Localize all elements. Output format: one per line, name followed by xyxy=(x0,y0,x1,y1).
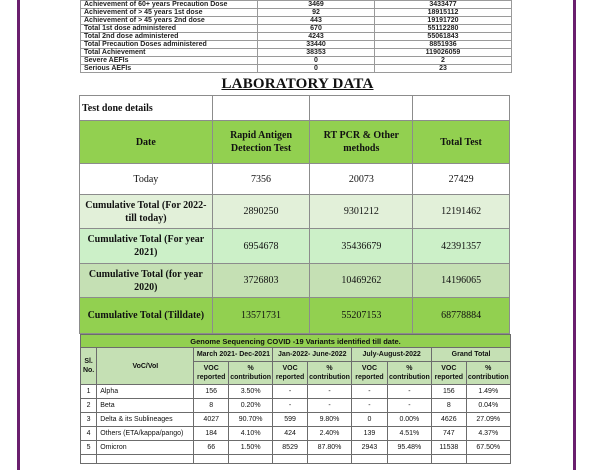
header-period-1: March 2021- Dec-2021 xyxy=(194,348,273,362)
table-row xyxy=(81,41,512,49)
cell-cumulative: 2 xyxy=(375,57,512,65)
empty-cell xyxy=(81,455,97,464)
row-name: Today xyxy=(80,164,213,195)
table-row-partial xyxy=(81,455,511,464)
cell-sl: 1 xyxy=(81,385,97,399)
cell-percent: - xyxy=(307,399,351,413)
cell-cumulative: 23 xyxy=(375,65,512,73)
cell-value: 8 xyxy=(194,399,228,413)
table-row xyxy=(81,65,512,73)
cell-value: 4027 xyxy=(194,413,228,427)
table-row xyxy=(81,17,512,25)
cell-percent: 0.20% xyxy=(228,399,272,413)
header-rapid-antigen: Rapid Antigen Detection Test xyxy=(212,121,310,164)
table-row xyxy=(81,57,512,65)
cell-total: 14196065 xyxy=(413,264,510,298)
header-voc: VoC/VoI xyxy=(97,348,194,385)
cell-cumulative: 119026059 xyxy=(375,49,512,57)
empty-cell xyxy=(413,96,510,121)
cell-sl: 5 xyxy=(81,441,97,455)
cell-today: 443 xyxy=(258,17,375,25)
cell-percent: 9.80% xyxy=(307,413,351,427)
cell-cumulative: 19191720 xyxy=(375,17,512,25)
header-grand-total: Grand Total xyxy=(432,348,511,362)
cell-value: 184 xyxy=(194,427,228,441)
row-name: Cumulative Total (for year 2020) xyxy=(80,264,213,298)
cell-value: 8 xyxy=(432,399,466,413)
cell-rapid: 7356 xyxy=(212,164,310,195)
cell-value: 66 xyxy=(194,441,228,455)
row-label: Achievement of 60+ years Precaution Dose xyxy=(81,1,258,9)
table-row xyxy=(80,164,510,195)
cell-today: 3469 xyxy=(258,1,375,9)
row-name: Cumulative Total (Tilldate) xyxy=(80,298,213,334)
empty-cell xyxy=(194,455,228,464)
row-label: Total 2nd dose administered xyxy=(81,33,258,41)
row-name: Cumulative Total (For 2022- till today) xyxy=(80,195,213,229)
cell-percent: 1.50% xyxy=(228,441,272,455)
header-pct-contribution: % contribution xyxy=(466,362,510,385)
cell-value: 747 xyxy=(432,427,466,441)
cell-today: 33440 xyxy=(258,41,375,49)
row-name: Cumulative Total (For year 2021) xyxy=(80,229,213,264)
table-row xyxy=(81,9,512,17)
cell-today: 0 xyxy=(258,57,375,65)
header-pct-contribution: % contribution xyxy=(387,362,431,385)
cell-percent: 95.48% xyxy=(387,441,431,455)
table-title-row xyxy=(81,335,511,348)
empty-cell xyxy=(352,455,387,464)
cell-percent: 27.09% xyxy=(466,413,510,427)
empty-cell xyxy=(432,455,466,464)
section-title: LABORATORY DATA xyxy=(221,76,374,92)
genome-sequencing-table xyxy=(80,334,511,464)
header-date: Date xyxy=(80,121,213,164)
cell-today: 4243 xyxy=(258,33,375,41)
cell-percent: 4.37% xyxy=(466,427,510,441)
cell-value: 11538 xyxy=(432,441,466,455)
cell-rtpcr: 9301212 xyxy=(310,195,413,229)
cell-total: 68778884 xyxy=(413,298,510,334)
cell-percent: 0.04% xyxy=(466,399,510,413)
cell-total: 27429 xyxy=(413,164,510,195)
header-voc-reported: VOC reported xyxy=(432,362,466,385)
table-header-row xyxy=(81,348,511,362)
test-done-label: Test done details xyxy=(80,96,213,121)
cell-today: 92 xyxy=(258,9,375,17)
cell-percent: - xyxy=(307,385,351,399)
table-row xyxy=(81,441,511,455)
cell-percent: 67.50% xyxy=(466,441,510,455)
cell-value: 4626 xyxy=(432,413,466,427)
cell-value: 2943 xyxy=(352,441,387,455)
cell-value: 8529 xyxy=(273,441,307,455)
cell-sl: 4 xyxy=(81,427,97,441)
cell-percent: 1.49% xyxy=(466,385,510,399)
cell-variant: Alpha xyxy=(97,385,194,399)
cell-value: - xyxy=(273,399,307,413)
empty-cell xyxy=(97,455,194,464)
cell-percent: 4.51% xyxy=(387,427,431,441)
cell-rtpcr: 35436679 xyxy=(310,229,413,264)
table-row xyxy=(81,385,511,399)
cell-value: - xyxy=(273,385,307,399)
table-row xyxy=(81,1,512,9)
cell-cumulative: 3433477 xyxy=(375,1,512,9)
cell-today: 0 xyxy=(258,65,375,73)
cell-cumulative: 55112280 xyxy=(375,25,512,33)
table-row xyxy=(80,195,510,229)
empty-cell xyxy=(273,455,307,464)
table-row xyxy=(81,413,511,427)
cell-variant: Delta & its Sublineages xyxy=(97,413,194,427)
cell-rapid: 3726803 xyxy=(212,264,310,298)
cell-total: 12191462 xyxy=(413,195,510,229)
header-voc-reported: VOC reported xyxy=(352,362,387,385)
empty-cell xyxy=(466,455,510,464)
cell-percent: 90.70% xyxy=(228,413,272,427)
cell-rapid: 6954678 xyxy=(212,229,310,264)
cell-percent: 3.50% xyxy=(228,385,272,399)
cell-percent: 4.10% xyxy=(228,427,272,441)
cell-value: - xyxy=(352,385,387,399)
header-total-test: Total Test xyxy=(413,121,510,164)
table-row xyxy=(80,96,510,121)
table-row xyxy=(81,427,511,441)
row-label: Total Precaution Doses administered xyxy=(81,41,258,49)
cell-variant: Beta xyxy=(97,399,194,413)
cell-value: 0 xyxy=(352,413,387,427)
cell-rapid: 2890250 xyxy=(212,195,310,229)
cell-sl: 3 xyxy=(81,413,97,427)
table-row xyxy=(80,264,510,298)
table-row xyxy=(80,229,510,264)
cell-value: 156 xyxy=(432,385,466,399)
cell-sl: 2 xyxy=(81,399,97,413)
cell-rtpcr: 10469262 xyxy=(310,264,413,298)
cell-percent: 87.80% xyxy=(307,441,351,455)
cell-value: 599 xyxy=(273,413,307,427)
header-sl-no: Sl. No. xyxy=(81,348,97,385)
cell-cumulative: 8851936 xyxy=(375,41,512,49)
table-header-row xyxy=(80,121,510,164)
header-pct-contribution: % contribution xyxy=(307,362,351,385)
cell-variant: Others (ETA/kappa/pango) xyxy=(97,427,194,441)
cell-value: 139 xyxy=(352,427,387,441)
table-row xyxy=(81,399,511,413)
header-pct-contribution: % contribution xyxy=(228,362,272,385)
cell-rtpcr: 55207153 xyxy=(310,298,413,334)
table-row xyxy=(80,298,510,334)
table-row xyxy=(81,33,512,41)
empty-cell xyxy=(307,455,351,464)
empty-cell xyxy=(387,455,431,464)
cell-rtpcr: 20073 xyxy=(310,164,413,195)
row-label: Achievement of > 45 years 2nd dose xyxy=(81,17,258,25)
empty-cell xyxy=(212,96,310,121)
cell-value: - xyxy=(352,399,387,413)
table-row xyxy=(81,25,512,33)
vaccination-table xyxy=(80,0,512,73)
cell-percent: - xyxy=(387,385,431,399)
page-border-right xyxy=(573,0,576,470)
cell-variant: Omicron xyxy=(97,441,194,455)
empty-cell xyxy=(310,96,413,121)
row-label: Achievement of > 45 years 1st dose xyxy=(81,9,258,17)
cell-today: 38353 xyxy=(258,49,375,57)
cell-total: 42391357 xyxy=(413,229,510,264)
cell-cumulative: 18915112 xyxy=(375,9,512,17)
cell-percent: - xyxy=(387,399,431,413)
header-period-2: Jan-2022- June-2022 xyxy=(273,348,352,362)
row-label: Serious AEFIs xyxy=(81,65,258,73)
page-border-left xyxy=(17,0,20,470)
row-label: Total 1st dose administered xyxy=(81,25,258,33)
table-row xyxy=(81,49,512,57)
row-label: Severe AEFIs xyxy=(81,57,258,65)
header-rtpcr: RT PCR & Other methods xyxy=(310,121,413,164)
cell-rapid: 13571731 xyxy=(212,298,310,334)
empty-cell xyxy=(228,455,272,464)
cell-percent: 0.00% xyxy=(387,413,431,427)
genome-title: Genome Sequencing COVID -19 Variants identified till date. xyxy=(81,335,511,348)
header-period-3: July-August-2022 xyxy=(352,348,432,362)
header-voc-reported: VOC reported xyxy=(273,362,307,385)
cell-percent: 2.40% xyxy=(307,427,351,441)
laboratory-table xyxy=(79,95,510,334)
row-label: Total Achievement xyxy=(81,49,258,57)
cell-value: 424 xyxy=(273,427,307,441)
header-voc-reported: VOC reported xyxy=(194,362,228,385)
cell-cumulative: 55061843 xyxy=(375,33,512,41)
cell-value: 156 xyxy=(194,385,228,399)
cell-today: 670 xyxy=(258,25,375,33)
